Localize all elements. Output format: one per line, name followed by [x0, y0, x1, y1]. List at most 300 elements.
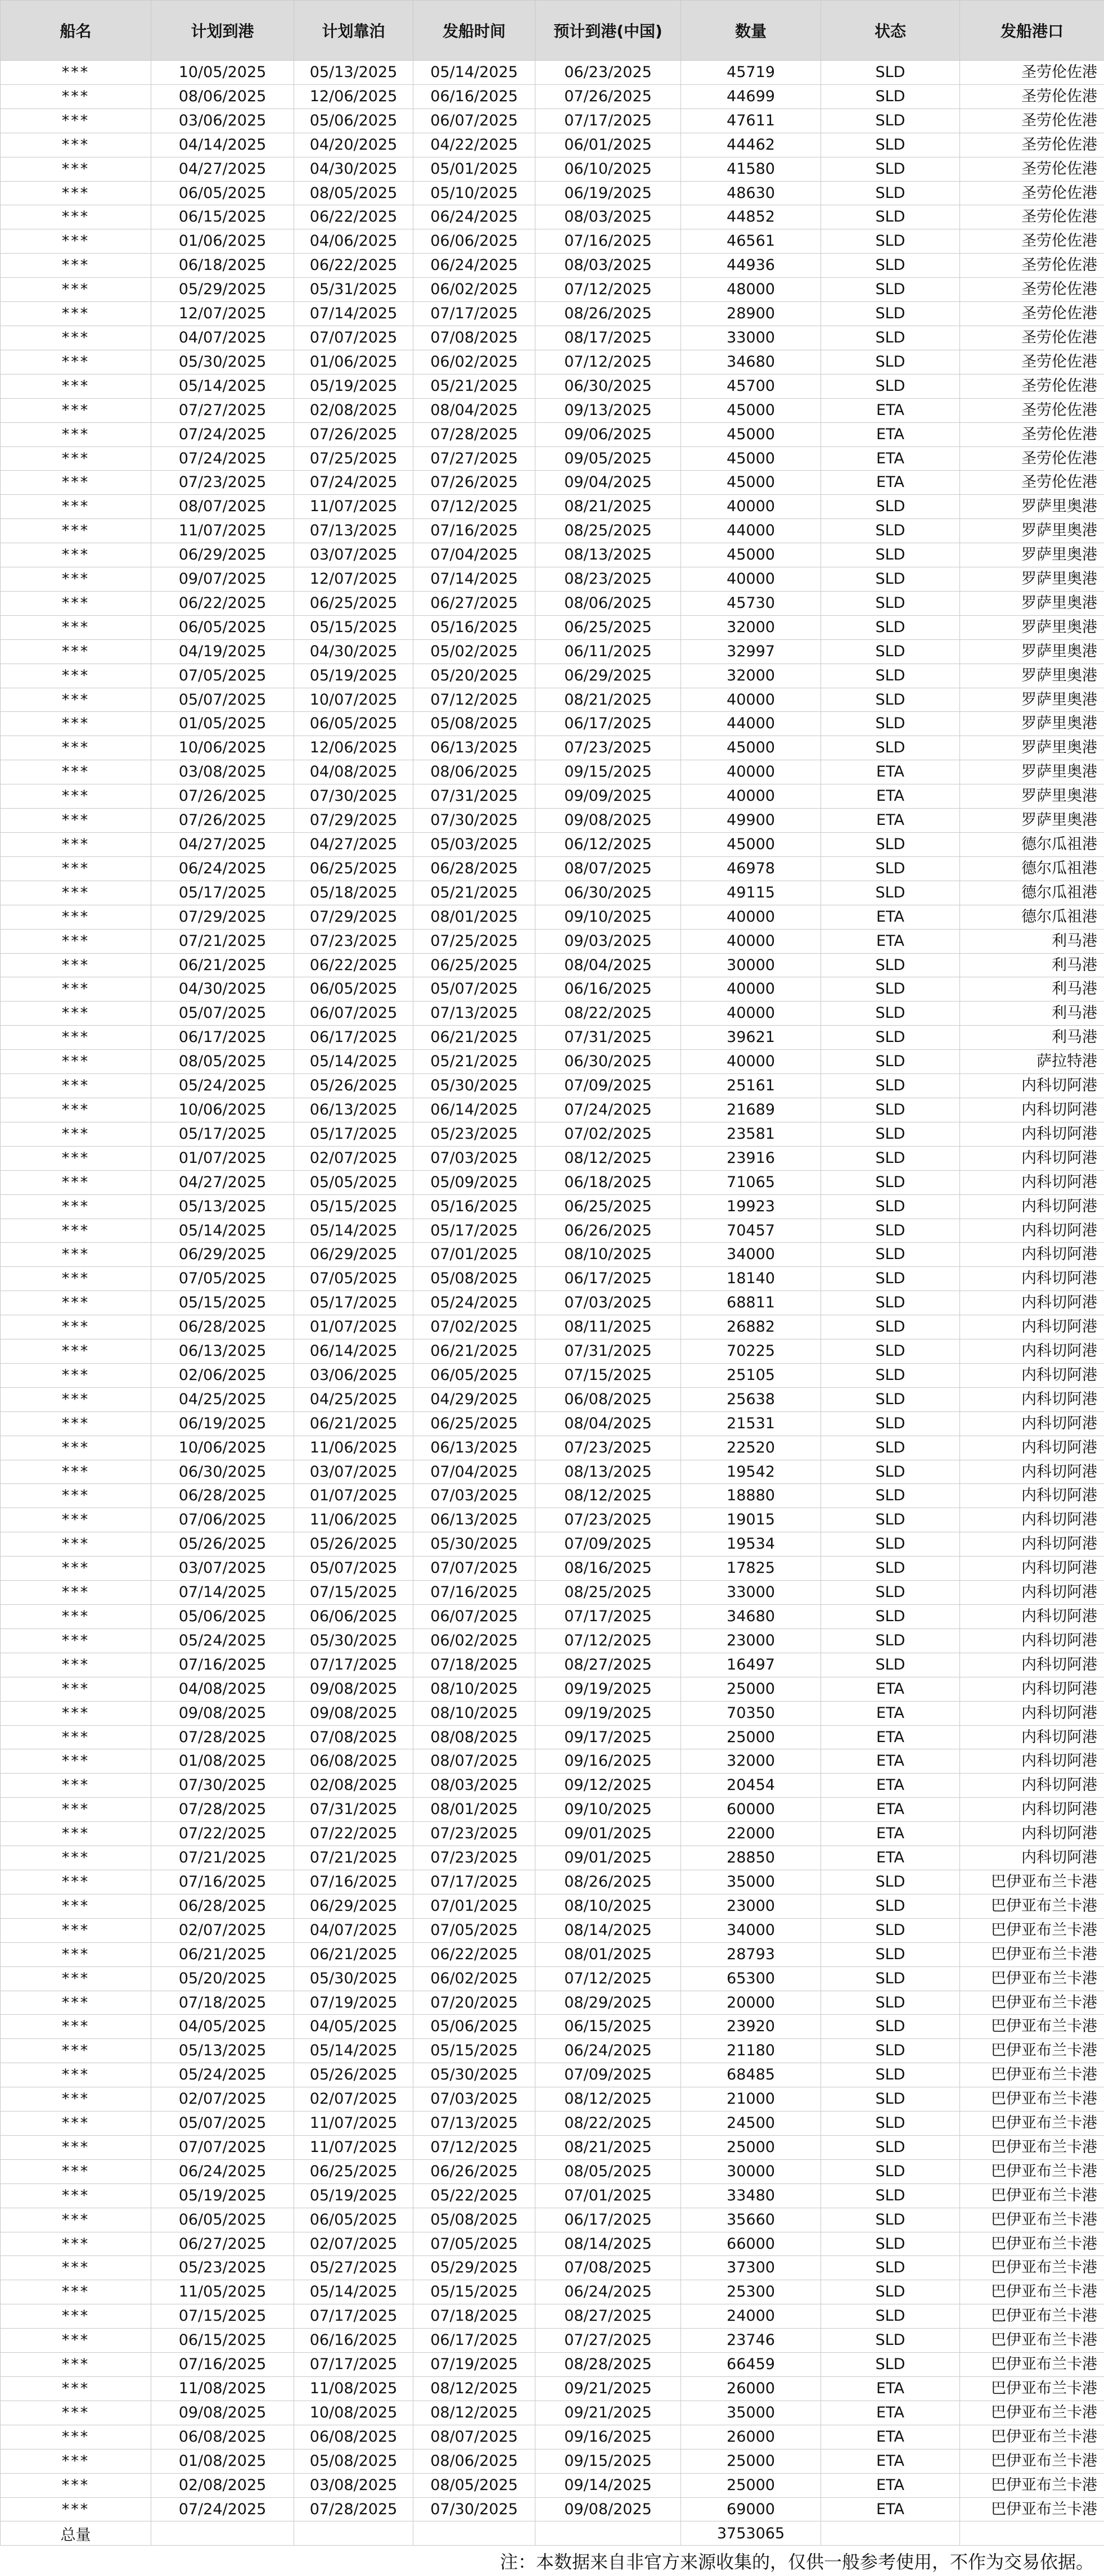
cell-planned-berth: 06/22/2025	[294, 254, 413, 278]
cell-planned-arrival: 04/27/2025	[151, 1170, 294, 1194]
cell-quantity: 66459	[681, 2353, 821, 2377]
cell-vessel: ***	[1, 1822, 151, 1846]
cell-vessel: ***	[1, 760, 151, 784]
cell-status: SLD	[821, 2112, 960, 2136]
cell-planned-arrival: 01/06/2025	[151, 229, 294, 254]
cell-quantity: 70225	[681, 1339, 821, 1364]
table-row	[1, 2497, 1104, 2521]
cell-eta-china: 08/16/2025	[535, 1557, 681, 1581]
cell-port: 罗萨里奥港	[960, 760, 1104, 784]
cell-port: 圣劳伦佐港	[960, 374, 1104, 398]
cell-vessel: ***	[1, 2112, 151, 2136]
cell-quantity: 28793	[681, 1942, 821, 1966]
cell-status: SLD	[821, 881, 960, 905]
cell-eta-china: 07/23/2025	[535, 1508, 681, 1532]
table-row	[1, 278, 1104, 302]
cell-eta-china: 08/12/2025	[535, 1146, 681, 1170]
cell-quantity: 21531	[681, 1411, 821, 1436]
cell-eta-china: 07/17/2025	[535, 109, 681, 133]
cell-vessel: ***	[1, 567, 151, 592]
cell-departure: 07/16/2025	[413, 519, 535, 543]
cell-planned-berth: 06/29/2025	[294, 1243, 413, 1267]
cell-status: SLD	[821, 664, 960, 688]
cell-quantity: 40000	[681, 929, 821, 953]
table-row	[1, 712, 1104, 736]
cell-planned-arrival: 06/21/2025	[151, 953, 294, 977]
cell-quantity: 23581	[681, 1122, 821, 1146]
cell-planned-arrival: 03/06/2025	[151, 109, 294, 133]
table-row	[1, 2280, 1104, 2304]
cell-eta-china: 07/15/2025	[535, 1363, 681, 1387]
cell-status: ETA	[821, 398, 960, 422]
cell-departure: 07/18/2025	[413, 2304, 535, 2329]
table-row	[1, 2159, 1104, 2183]
cell-eta-china: 06/17/2025	[535, 1267, 681, 1291]
table-row	[1, 1653, 1104, 1677]
cell-status: SLD	[821, 1870, 960, 1894]
cell-vessel: ***	[1, 2232, 151, 2256]
cell-planned-arrival: 04/14/2025	[151, 133, 294, 157]
cell-planned-berth: 06/07/2025	[294, 1001, 413, 1026]
table-row	[1, 1557, 1104, 1581]
cell-quantity: 40000	[681, 567, 821, 592]
cell-planned-berth: 01/07/2025	[294, 1484, 413, 1508]
cell-vessel: ***	[1, 2377, 151, 2401]
table-row	[1, 495, 1104, 519]
column-header-planned-arrival: 计划到港	[151, 1, 294, 61]
cell-port: 巴伊亚布兰卡港	[960, 1870, 1104, 1894]
table-row	[1, 519, 1104, 543]
table-row	[1, 84, 1104, 109]
cell-vessel: ***	[1, 1098, 151, 1122]
cell-departure: 04/22/2025	[413, 133, 535, 157]
cell-vessel: ***	[1, 1122, 151, 1146]
cell-quantity: 45000	[681, 446, 821, 471]
cell-departure: 05/01/2025	[413, 157, 535, 181]
cell-vessel: ***	[1, 664, 151, 688]
cell-planned-berth: 03/07/2025	[294, 543, 413, 567]
cell-status: SLD	[821, 1170, 960, 1194]
cell-status: SLD	[821, 688, 960, 712]
cell-port: 圣劳伦佐港	[960, 350, 1104, 374]
cell-quantity: 25000	[681, 2135, 821, 2159]
cell-departure: 06/07/2025	[413, 109, 535, 133]
cell-planned-arrival: 03/08/2025	[151, 760, 294, 784]
column-header-departure: 发船时间	[413, 1, 535, 61]
cell-quantity: 40000	[681, 1001, 821, 1026]
cell-status: SLD	[821, 615, 960, 639]
cell-planned-berth: 07/29/2025	[294, 809, 413, 833]
table-row	[1, 2401, 1104, 2425]
cell-port: 巴伊亚布兰卡港	[960, 2159, 1104, 2183]
table-row	[1, 688, 1104, 712]
cell-port: 巴伊亚布兰卡港	[960, 2377, 1104, 2401]
cell-quantity: 23920	[681, 2015, 821, 2039]
cell-port: 内科切阿港	[960, 1725, 1104, 1749]
cell-planned-arrival: 04/25/2025	[151, 1387, 294, 1411]
cell-departure: 07/04/2025	[413, 1460, 535, 1484]
cell-departure: 08/05/2025	[413, 2473, 535, 2497]
cell-planned-arrival: 05/07/2025	[151, 1001, 294, 1026]
cell-planned-berth: 07/13/2025	[294, 519, 413, 543]
cell-planned-arrival: 07/14/2025	[151, 1581, 294, 1605]
table-row	[1, 1339, 1104, 1364]
cell-vessel: ***	[1, 2353, 151, 2377]
cell-eta-china: 07/12/2025	[535, 350, 681, 374]
cell-status: SLD	[821, 1942, 960, 1966]
cell-planned-arrival: 06/29/2025	[151, 1243, 294, 1267]
cell-eta-china: 06/12/2025	[535, 833, 681, 857]
cell-status: ETA	[821, 2449, 960, 2473]
cell-planned-arrival: 07/23/2025	[151, 471, 294, 495]
cell-vessel: ***	[1, 254, 151, 278]
cell-quantity: 48000	[681, 278, 821, 302]
cell-status: SLD	[821, 591, 960, 615]
cell-eta-china: 08/13/2025	[535, 1460, 681, 1484]
cell-eta-china: 07/23/2025	[535, 736, 681, 760]
cell-quantity: 23000	[681, 1894, 821, 1918]
table-row	[1, 953, 1104, 977]
cell-eta-china: 09/08/2025	[535, 809, 681, 833]
cell-status: SLD	[821, 495, 960, 519]
cell-quantity: 26882	[681, 1315, 821, 1339]
cell-planned-berth: 06/25/2025	[294, 591, 413, 615]
cell-planned-arrival: 07/26/2025	[151, 784, 294, 809]
cell-eta-china: 07/31/2025	[535, 1339, 681, 1364]
cell-vessel: ***	[1, 181, 151, 205]
column-header-quantity: 数量	[681, 1, 821, 61]
cell-status: ETA	[821, 2377, 960, 2401]
cell-vessel: ***	[1, 2183, 151, 2208]
cell-planned-arrival: 06/05/2025	[151, 615, 294, 639]
cell-eta-china: 08/22/2025	[535, 2112, 681, 2136]
cell-planned-arrival: 05/29/2025	[151, 278, 294, 302]
cell-status: SLD	[821, 1966, 960, 1991]
cell-status: SLD	[821, 2015, 960, 2039]
cell-departure: 07/18/2025	[413, 1653, 535, 1677]
cell-eta-china: 08/01/2025	[535, 1942, 681, 1966]
cell-planned-berth: 12/07/2025	[294, 567, 413, 592]
cell-status: SLD	[821, 1098, 960, 1122]
table-row	[1, 2232, 1104, 2256]
cell-quantity: 66000	[681, 2232, 821, 2256]
cell-departure: 08/07/2025	[413, 2425, 535, 2449]
cell-status: SLD	[821, 2256, 960, 2280]
cell-planned-arrival: 05/13/2025	[151, 2039, 294, 2063]
cell-departure: 07/01/2025	[413, 1894, 535, 1918]
cell-status: SLD	[821, 2087, 960, 2112]
cell-departure: 06/13/2025	[413, 1508, 535, 1532]
cell-departure: 05/30/2025	[413, 1074, 535, 1098]
cell-port: 利马港	[960, 929, 1104, 953]
cell-planned-arrival: 07/16/2025	[151, 1653, 294, 1677]
cell-planned-berth: 06/22/2025	[294, 953, 413, 977]
cell-planned-arrival: 07/05/2025	[151, 664, 294, 688]
cell-planned-berth: 12/06/2025	[294, 736, 413, 760]
table-row	[1, 422, 1104, 446]
table-row	[1, 2449, 1104, 2473]
column-header-planned-berth: 计划靠泊	[294, 1, 413, 61]
table-row	[1, 639, 1104, 664]
table-row	[1, 133, 1104, 157]
cell-planned-arrival: 08/07/2025	[151, 495, 294, 519]
cell-port: 圣劳伦佐港	[960, 302, 1104, 326]
cell-planned-berth: 06/08/2025	[294, 1749, 413, 1774]
cell-port: 罗萨里奥港	[960, 736, 1104, 760]
cell-quantity: 33000	[681, 1581, 821, 1605]
cell-planned-arrival: 07/16/2025	[151, 2353, 294, 2377]
cell-departure: 05/09/2025	[413, 1170, 535, 1194]
table-row	[1, 1436, 1104, 1460]
cell-status: SLD	[821, 2159, 960, 2183]
cell-status: ETA	[821, 1701, 960, 1725]
cell-port: 德尔瓜祖港	[960, 905, 1104, 929]
cell-planned-berth: 06/29/2025	[294, 1894, 413, 1918]
cell-status: SLD	[821, 712, 960, 736]
cell-vessel: ***	[1, 2159, 151, 2183]
cell-port: 德尔瓜祖港	[960, 833, 1104, 857]
cell-departure: 08/01/2025	[413, 1798, 535, 1822]
cell-vessel: ***	[1, 1508, 151, 1532]
table-row	[1, 1894, 1104, 1918]
cell-departure: 05/10/2025	[413, 181, 535, 205]
cell-status: SLD	[821, 1243, 960, 1267]
cell-status: ETA	[821, 760, 960, 784]
cell-quantity: 44000	[681, 519, 821, 543]
cell-departure: 07/03/2025	[413, 1484, 535, 1508]
cell-planned-berth: 12/06/2025	[294, 84, 413, 109]
cell-planned-berth: 05/26/2025	[294, 1532, 413, 1557]
cell-planned-arrival: 06/17/2025	[151, 1026, 294, 1050]
cell-status: SLD	[821, 1918, 960, 1942]
cell-eta-china: 07/09/2025	[535, 1532, 681, 1557]
cell-planned-berth: 05/14/2025	[294, 2280, 413, 2304]
cell-port: 罗萨里奥港	[960, 543, 1104, 567]
cell-planned-berth: 07/26/2025	[294, 422, 413, 446]
cell-planned-arrival: 07/24/2025	[151, 446, 294, 471]
table-row	[1, 1822, 1104, 1846]
cell-quantity: 35000	[681, 1870, 821, 1894]
cell-eta-china: 08/03/2025	[535, 254, 681, 278]
table-row	[1, 664, 1104, 688]
table-row	[1, 543, 1104, 567]
cell-status: SLD	[821, 133, 960, 157]
cell-planned-berth: 07/05/2025	[294, 1267, 413, 1291]
cell-status: ETA	[821, 1774, 960, 1798]
table-row	[1, 1170, 1104, 1194]
cell-status: SLD	[821, 639, 960, 664]
cell-planned-arrival: 06/28/2025	[151, 1315, 294, 1339]
cell-eta-china: 07/23/2025	[535, 1436, 681, 1460]
cell-planned-arrival: 07/27/2025	[151, 398, 294, 422]
cell-departure: 05/30/2025	[413, 2063, 535, 2087]
cell-departure: 07/20/2025	[413, 1991, 535, 2015]
cell-port: 巴伊亚布兰卡港	[960, 2087, 1104, 2112]
cell-port: 圣劳伦佐港	[960, 398, 1104, 422]
cell-eta-china: 08/17/2025	[535, 326, 681, 350]
cell-port: 内科切阿港	[960, 1798, 1104, 1822]
cell-departure: 07/23/2025	[413, 1846, 535, 1870]
cell-planned-berth: 05/19/2025	[294, 374, 413, 398]
cell-eta-china: 09/04/2025	[535, 471, 681, 495]
cell-quantity: 24500	[681, 2112, 821, 2136]
cell-eta-china: 06/24/2025	[535, 2280, 681, 2304]
cell-eta-china: 06/17/2025	[535, 2208, 681, 2232]
cell-departure: 07/25/2025	[413, 929, 535, 953]
cell-vessel: ***	[1, 1387, 151, 1411]
cell-vessel: ***	[1, 1436, 151, 1460]
cell-vessel: ***	[1, 350, 151, 374]
cell-port: 圣劳伦佐港	[960, 109, 1104, 133]
cell-departure: 07/26/2025	[413, 471, 535, 495]
cell-departure: 08/01/2025	[413, 905, 535, 929]
cell-planned-arrival: 04/27/2025	[151, 157, 294, 181]
cell-departure: 05/16/2025	[413, 615, 535, 639]
cell-quantity: 26000	[681, 2377, 821, 2401]
total-empty-cell	[413, 2521, 535, 2546]
table-row	[1, 181, 1104, 205]
cell-status: SLD	[821, 567, 960, 592]
cell-eta-china: 08/25/2025	[535, 519, 681, 543]
cell-planned-berth: 05/15/2025	[294, 1194, 413, 1219]
cell-port: 巴伊亚布兰卡港	[960, 2304, 1104, 2329]
cell-departure: 06/13/2025	[413, 1436, 535, 1460]
cell-vessel: ***	[1, 2135, 151, 2159]
table-row	[1, 2112, 1104, 2136]
cell-departure: 07/05/2025	[413, 2232, 535, 2256]
cell-vessel: ***	[1, 398, 151, 422]
cell-departure: 05/20/2025	[413, 664, 535, 688]
cell-quantity: 40000	[681, 495, 821, 519]
cell-status: ETA	[821, 929, 960, 953]
cell-status: SLD	[821, 1219, 960, 1243]
cell-planned-berth: 02/07/2025	[294, 1146, 413, 1170]
cell-status: ETA	[821, 905, 960, 929]
table-row	[1, 977, 1104, 1001]
cell-eta-china: 07/27/2025	[535, 2329, 681, 2353]
cell-port: 圣劳伦佐港	[960, 205, 1104, 229]
cell-quantity: 20000	[681, 1991, 821, 2015]
cell-quantity: 17825	[681, 1557, 821, 1581]
table-row	[1, 905, 1104, 929]
cell-departure: 05/07/2025	[413, 977, 535, 1001]
cell-status: SLD	[821, 1146, 960, 1170]
cell-departure: 06/02/2025	[413, 350, 535, 374]
cell-planned-arrival: 02/07/2025	[151, 1918, 294, 1942]
cell-eta-china: 06/15/2025	[535, 2015, 681, 2039]
cell-eta-china: 09/21/2025	[535, 2377, 681, 2401]
cell-status: SLD	[821, 519, 960, 543]
cell-quantity: 44000	[681, 712, 821, 736]
cell-quantity: 45700	[681, 374, 821, 398]
cell-vessel: ***	[1, 1918, 151, 1942]
cell-planned-arrival: 10/06/2025	[151, 1436, 294, 1460]
cell-eta-china: 08/27/2025	[535, 2304, 681, 2329]
table-row	[1, 471, 1104, 495]
cell-vessel: ***	[1, 1725, 151, 1749]
cell-status: SLD	[821, 2039, 960, 2063]
cell-port: 内科切阿港	[960, 1846, 1104, 1870]
cell-departure: 06/02/2025	[413, 1628, 535, 1653]
column-header-eta-china: 预计到港(中国)	[535, 1, 681, 61]
cell-vessel: ***	[1, 929, 151, 953]
cell-vessel: ***	[1, 784, 151, 809]
total-empty-cell	[294, 2521, 413, 2546]
cell-quantity: 20454	[681, 1774, 821, 1798]
cell-quantity: 44699	[681, 84, 821, 109]
cell-planned-berth: 05/07/2025	[294, 1557, 413, 1581]
cell-planned-berth: 07/28/2025	[294, 2497, 413, 2521]
cell-planned-arrival: 06/08/2025	[151, 2425, 294, 2449]
cell-planned-berth: 06/22/2025	[294, 205, 413, 229]
cell-planned-berth: 07/22/2025	[294, 1822, 413, 1846]
cell-departure: 07/16/2025	[413, 1581, 535, 1605]
cell-port: 内科切阿港	[960, 1291, 1104, 1315]
cell-departure: 07/17/2025	[413, 302, 535, 326]
cell-status: ETA	[821, 446, 960, 471]
cell-port: 内科切阿港	[960, 1267, 1104, 1291]
cell-port: 利马港	[960, 1026, 1104, 1050]
cell-departure: 08/04/2025	[413, 398, 535, 422]
cell-quantity: 32000	[681, 664, 821, 688]
table-row	[1, 833, 1104, 857]
cell-quantity: 48630	[681, 181, 821, 205]
cell-vessel: ***	[1, 2015, 151, 2039]
cell-port: 巴伊亚布兰卡港	[960, 2039, 1104, 2063]
cell-departure: 07/03/2025	[413, 1146, 535, 1170]
cell-quantity: 45000	[681, 833, 821, 857]
cell-vessel: ***	[1, 1484, 151, 1508]
cell-planned-arrival: 05/19/2025	[151, 2183, 294, 2208]
table-row	[1, 1798, 1104, 1822]
table-row	[1, 615, 1104, 639]
cell-planned-arrival: 05/06/2025	[151, 1605, 294, 1629]
cell-quantity: 35660	[681, 2208, 821, 2232]
cell-status: SLD	[821, 1074, 960, 1098]
cell-eta-china: 09/21/2025	[535, 2401, 681, 2425]
table-row	[1, 2304, 1104, 2329]
cell-quantity: 30000	[681, 953, 821, 977]
cell-vessel: ***	[1, 1339, 151, 1364]
table-row	[1, 2087, 1104, 2112]
table-row	[1, 1725, 1104, 1749]
table-row	[1, 2015, 1104, 2039]
cell-planned-arrival: 05/20/2025	[151, 1966, 294, 1991]
column-header-status: 状态	[821, 1, 960, 61]
cell-quantity: 25105	[681, 1363, 821, 1387]
cell-eta-china: 07/02/2025	[535, 1122, 681, 1146]
cell-planned-arrival: 07/26/2025	[151, 809, 294, 833]
cell-port: 巴伊亚布兰卡港	[960, 2183, 1104, 2208]
cell-departure: 06/21/2025	[413, 1339, 535, 1364]
cell-departure: 07/19/2025	[413, 2353, 535, 2377]
cell-eta-china: 06/23/2025	[535, 61, 681, 85]
cell-status: ETA	[821, 1725, 960, 1749]
cell-quantity: 40000	[681, 1050, 821, 1074]
table-row	[1, 1098, 1104, 1122]
table-row	[1, 109, 1104, 133]
cell-status: ETA	[821, 784, 960, 809]
cell-status: ETA	[821, 809, 960, 833]
cell-departure: 06/17/2025	[413, 2329, 535, 2353]
cell-quantity: 25161	[681, 1074, 821, 1098]
cell-departure: 05/02/2025	[413, 639, 535, 664]
cell-port: 巴伊亚布兰卡港	[960, 2015, 1104, 2039]
cell-planned-arrival: 09/08/2025	[151, 2401, 294, 2425]
cell-eta-china: 08/26/2025	[535, 302, 681, 326]
cell-departure: 05/16/2025	[413, 1194, 535, 1219]
table-row	[1, 1315, 1104, 1339]
